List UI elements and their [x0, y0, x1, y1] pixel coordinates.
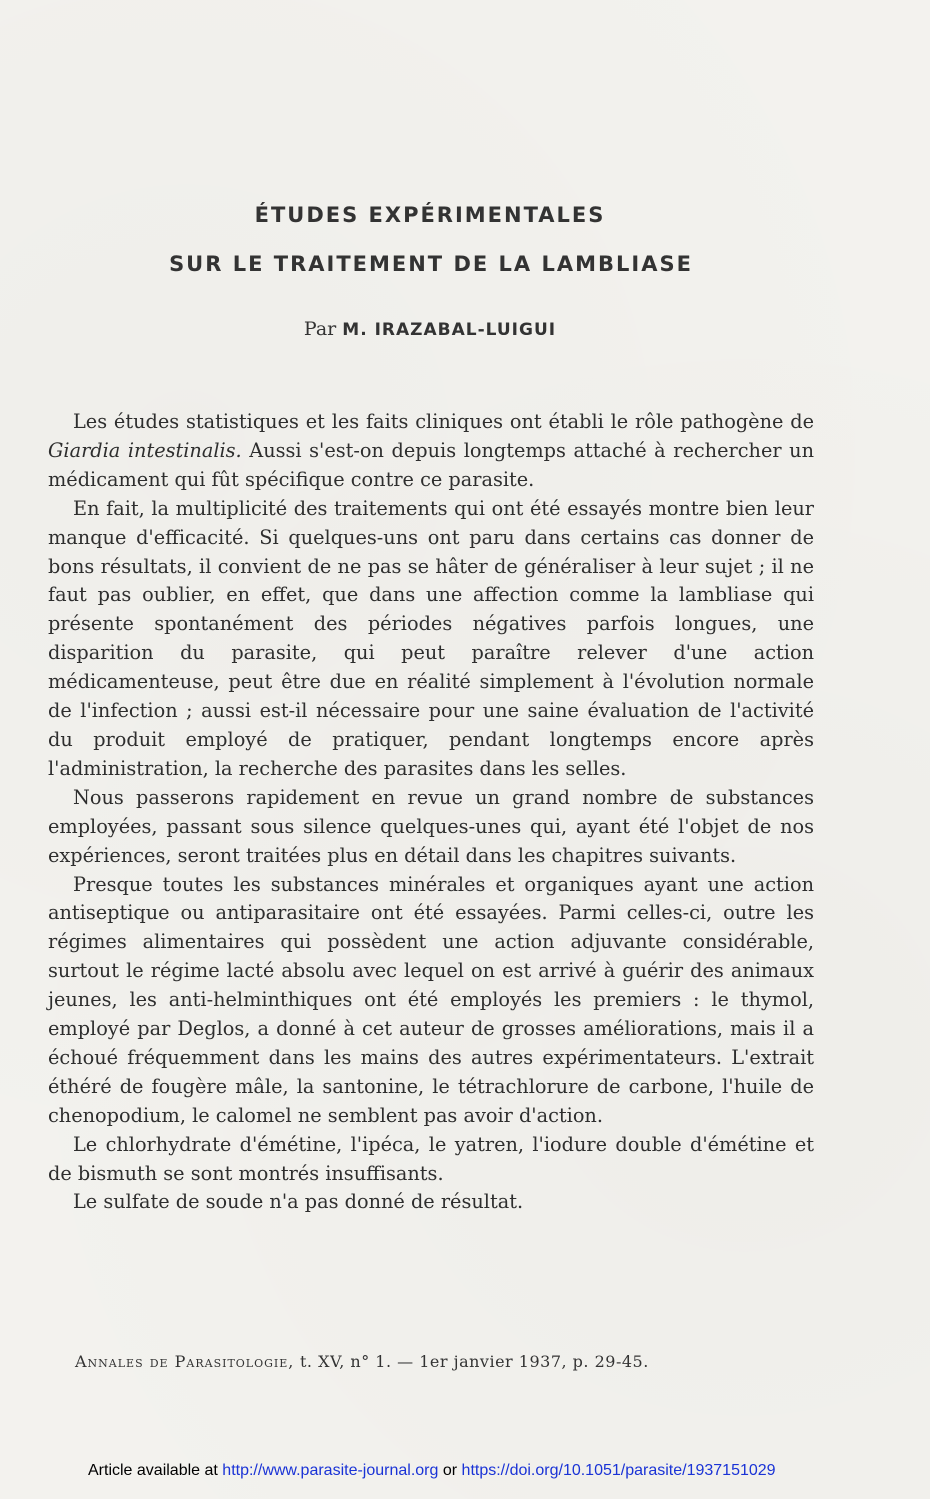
paragraph [48, 408, 814, 495]
paragraph-text: Aussi s'est-on depuis longtemps attaché à rechercher un médicament qui fût spécifique contre ce parasite. [48, 438, 814, 491]
paragraph [48, 1131, 814, 1189]
paragraph-text: En fait, la multiplicité des traitements qui ont été essayés montre bien leur manque d'efficacité. Si quelques-uns ont paru dans certains cas donner de bons résultats, il convient de ne pas se hâter de généraliser à leur sujet ; il ne faut pas oublier, en effet, que dans une affection comme la lambliase qui présente spontanément des périodes négatives parfois longues, une disparition du parasite, qui peut paraître relever d'une action médicamenteuse, peut être due en réalité simplement à l'évolution normale de l'infection ; aussi est-il nécessaire pour une saine évaluation de l'activité du produit employé de pratiquer, pendant longtemps encore après l'administration, la recherche des parasites dans les selles. [48, 496, 814, 780]
species-name: Giardia intestinalis. [48, 438, 242, 462]
availability-prefix: Article available at [88, 1462, 218, 1479]
paragraph-text: Presque toutes les substances minérales et organiques ayant une action antiseptique ou antiparasitaire ont été essayées. Parmi celles-ci, outre les régimes alimentaires qui possèdent une action adjuvante considérable, surtout le régime lacté absolu avec lequel on est arrivé à guérir des animaux jeunes, les anti-helminthiques ont été employés les premiers : le thymol, employé par Deglos, a donné à cet auteur de grosses améliorations, mais il a échoué fréquemment dans les mains des autres expérimentateurs. L'extrait éthéré de fougère mâle, la santonine, le tétrachlorure de carbone, l'huile de chenopodium, le calomel ne semblent pas avoir d'action. [48, 872, 814, 1127]
paragraph [48, 495, 814, 784]
journal-citation [75, 1352, 775, 1371]
availability-notice [88, 1462, 776, 1480]
paragraph-text: Le chlorhydrate d'émétine, l'ipéca, le yatren, l'iodure double d'émétine et de bismuth se sont montrés insuffisants. [48, 1132, 814, 1185]
doi-link[interactable]: https://doi.org/10.1051/parasite/1937151029 [461, 1462, 776, 1479]
paragraph-text: Nous passerons rapidement en revue un grand nombre de substances employées, passant sous silence quelques-unes qui, ayant été l'objet de nos expériences, seront traitées plus en détail dans les chapitres suivants. [48, 785, 814, 867]
byline-prefix: Par [303, 318, 337, 340]
author-name: M. IRAZABAL-LUIGUI [342, 320, 557, 340]
article-body [48, 408, 814, 1217]
paragraph [48, 1188, 814, 1217]
paragraph-text: Les études statistiques et les faits cliniques ont établi le rôle pathogène de [73, 410, 814, 433]
journal-link[interactable]: http://www.parasite-journal.org [222, 1462, 439, 1479]
availability-or: or [442, 1462, 458, 1479]
article-title-line2: SUR LE TRAITEMENT DE LA LAMBLIASE [169, 252, 693, 276]
byline [0, 318, 860, 340]
journal-name: Annales de Parasitologie, [75, 1352, 295, 1371]
paragraph [48, 784, 814, 871]
citation-details: t. XV, n° 1. — 1er janvier 1937, p. 29-45. [299, 1352, 649, 1371]
article-title-line1: ÉTUDES EXPÉRIMENTALES [254, 203, 606, 227]
paragraph-text: Le sulfate de soude n'a pas donné de résultat. [73, 1190, 524, 1214]
paragraph [48, 871, 814, 1131]
